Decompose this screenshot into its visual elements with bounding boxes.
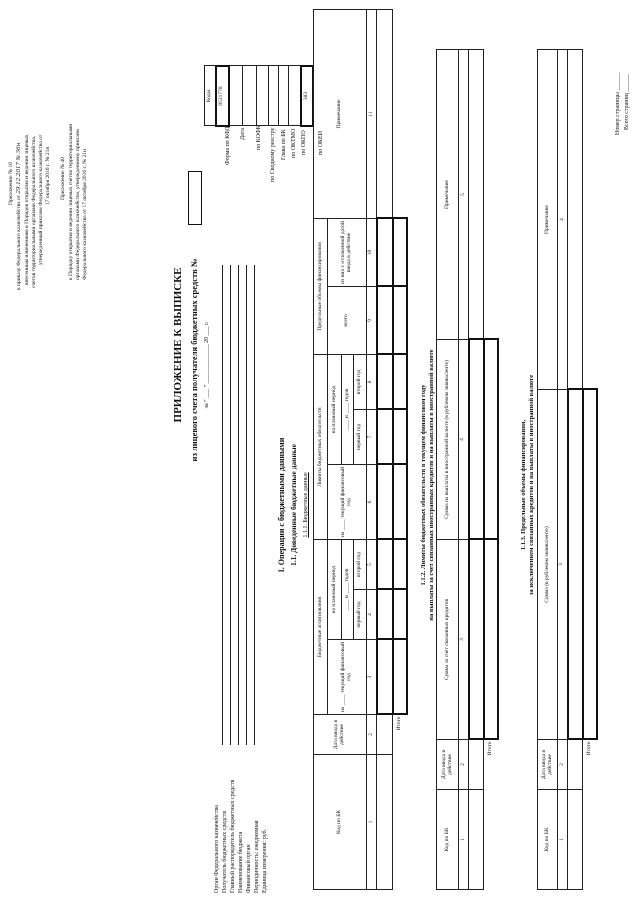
codes-oktmo-cell[interactable] xyxy=(279,66,289,126)
col-header-ba-first: первый год xyxy=(354,590,367,640)
col-number: 2 xyxy=(459,740,469,790)
col-header-kbk: Код по БК xyxy=(314,755,367,890)
col-header-lbo: Лимиты бюджетных обязательств xyxy=(314,354,328,539)
col-number: 8 xyxy=(367,354,377,409)
procedure-line-1: к Порядку открытия и ведения лицевых счетов территориальными xyxy=(68,123,74,280)
procedure-line-2: органами Федерального казначейства, утвержденному приказом xyxy=(75,129,81,280)
total-row xyxy=(583,50,597,890)
col-number: 5 xyxy=(367,540,377,590)
codes-okei-label: по ОКЕИ xyxy=(318,130,324,155)
order-line-4: утвержденный приказом Федерального казначейства от xyxy=(38,134,44,265)
col-number: 5 xyxy=(459,50,469,340)
codes-glava-label: Глава по БК xyxy=(281,129,287,160)
codes-okpo-cell[interactable] xyxy=(289,66,301,126)
account-number-box[interactable] xyxy=(188,171,202,225)
col-header-ba-plan: на плановый период xyxy=(328,540,342,640)
appendix-number: Приложение № 16 xyxy=(8,161,14,205)
field-line[interactable] xyxy=(238,265,239,745)
col-number: 4 xyxy=(459,340,469,540)
col-header-note: Примечание xyxy=(437,50,459,340)
col-number: 4 xyxy=(367,590,377,640)
page-number-label: Номер страницы ______ xyxy=(615,72,621,135)
col-number: 1 xyxy=(367,755,377,890)
total-row xyxy=(484,50,498,890)
handwritten-order-ref: 29.12.2017 № 36н xyxy=(16,142,22,194)
total-label: Итого xyxy=(395,716,402,731)
field-label: Главный распорядитель бюджетных средств xyxy=(230,779,236,893)
total-row xyxy=(393,9,407,889)
col-header-ba-current: на ____ текущий финансовый год xyxy=(328,640,367,715)
codes-form-value: 0531778 xyxy=(216,66,229,126)
col-header-date: Дата ввода в действие xyxy=(314,715,367,755)
codes-svod-cell[interactable] xyxy=(257,66,269,126)
codes-oktmo-label: по ОКТМО xyxy=(291,128,297,158)
field-label: Получатель бюджетных средств xyxy=(222,810,228,893)
field-label: Наименование бюджета xyxy=(238,831,244,893)
col-header-pof: Предельные объемы финансирования xyxy=(314,218,328,354)
col-header-kbk: Код по БК xyxy=(437,790,459,890)
col-header-kbk: Код по БК xyxy=(538,790,558,890)
financing-limits-table xyxy=(537,49,598,890)
col-number: 2 xyxy=(558,740,568,790)
col-number: 4 xyxy=(558,50,568,390)
col-header-lbo-first: первый год xyxy=(354,410,367,465)
pages-total-label: Всего страниц ______ xyxy=(624,73,630,130)
col-number: 3 xyxy=(459,540,469,740)
col-header-sum-credits: Сумма за счет связанных кредитов xyxy=(437,540,459,740)
codes-kofk-cell[interactable] xyxy=(243,66,257,126)
section-1-1-3-title: 1.1.3. Предельные объемы финансирования, xyxy=(520,419,527,551)
codes-form-label: Форма по КФД xyxy=(225,126,231,165)
field-label: Орган Федерального казначейства xyxy=(214,805,220,893)
codes-date-label: Дата xyxy=(240,128,246,140)
limits-table xyxy=(436,49,499,890)
col-number: 7 xyxy=(367,410,377,465)
order-line-3: счетов территориальными органами Федерального казначейства, xyxy=(31,135,37,288)
col-header-date: Дата ввода в действие xyxy=(437,740,459,790)
total-label: Итого xyxy=(486,741,493,756)
section-1-1-1-title: 1.1.1. Бюджетные данные xyxy=(303,472,309,538)
procedure-line-3: Федерального казначейства от 17 октября 2016 г. № 21н xyxy=(82,149,88,280)
field-line[interactable] xyxy=(230,265,231,745)
order-line-5: 17 октября 2016 г. № 21н xyxy=(45,146,51,205)
budget-data-table xyxy=(313,9,408,890)
col-header-ba: Бюджетные ассигнования xyxy=(314,540,328,715)
document-subtitle: из лицевого счета получателя бюджетных средств № xyxy=(189,258,199,462)
codes-okpo-label: по ОКПО xyxy=(301,130,307,155)
col-header-note: Примечание xyxy=(314,9,367,218)
col-header-lbo-current: на ____ текущий финансовый год xyxy=(328,465,367,540)
table-row[interactable] xyxy=(377,9,393,889)
col-number: 2 xyxy=(367,715,377,755)
field-label: Периодичность: ежедневная xyxy=(254,820,260,893)
section-1-1-3-subtitle: за исключением связанных кредитов и на выплаты в иностранной валюте xyxy=(528,374,535,596)
col-number: 1 xyxy=(459,790,469,890)
field-label: Единица измерения: руб. xyxy=(262,828,268,893)
order-line-1: к приказу Федерального казначейства от 29.12.2017 № 36н xyxy=(16,142,22,290)
appendix-40: Приложение № 40 xyxy=(60,156,66,200)
field-label: Финансовый орган xyxy=(246,844,252,893)
col-header-pof-total: всего xyxy=(328,286,367,354)
table-row[interactable] xyxy=(568,50,583,890)
section-1-title: I. Операции с бюджетными данными xyxy=(277,437,286,573)
codes-date-cell[interactable] xyxy=(229,66,243,126)
col-number: 1 xyxy=(558,790,568,890)
col-header-sum-currency: Сумма на выплаты в иностранной валюте (в рублевом эквиваленте) xyxy=(437,340,459,540)
codes-svod-label: по Сводному реестру xyxy=(270,127,276,182)
codes-table xyxy=(204,65,314,127)
col-header-lbo-plan: на плановый период xyxy=(328,354,342,464)
table-row[interactable] xyxy=(469,50,484,890)
col-number: 10 xyxy=(367,218,377,286)
col-header-sum: Сумма (в рублевом эквиваленте) xyxy=(538,390,558,740)
col-number: 11 xyxy=(367,9,377,218)
order-line-2: внесенным изменениям в Порядок открытия и ведения лицевых xyxy=(24,134,30,285)
col-header-lbo-second: второй год xyxy=(354,354,367,409)
section-1-1-2-title: 1.1.2. Лимиты бюджетных обязательств в текущем финансовом году xyxy=(420,384,427,586)
field-line[interactable] xyxy=(246,265,247,745)
col-header-note: Примечание xyxy=(538,50,558,390)
col-header-pof-deferred: из них с отложенной датой ввода в действие xyxy=(328,218,367,286)
section-1-1-2-subtitle: на выплаты за счет связанных иностранных кредитов и на выплаты в иностранной валюте xyxy=(428,349,435,621)
section-1-1-title: 1.1. Доведенные бюджетные данные xyxy=(289,444,298,566)
document-date-line: за " ___ " _____________ 20 ___ г. xyxy=(204,321,210,409)
col-number: 3 xyxy=(367,640,377,715)
col-header-lbo-years: ____ и ____ годов xyxy=(342,354,354,464)
codes-header: Коды xyxy=(205,66,216,126)
field-line[interactable] xyxy=(222,265,223,745)
total-label: Итого xyxy=(585,741,592,756)
col-number: 3 xyxy=(558,390,568,740)
col-number: 6 xyxy=(367,465,377,540)
document-title: ПРИЛОЖЕНИЕ К ВЫПИСКЕ xyxy=(172,267,184,423)
col-number: 9 xyxy=(367,286,377,354)
field-line[interactable] xyxy=(254,265,255,745)
codes-okei-value: 383 xyxy=(301,66,313,126)
col-header-date: Дата ввода в действие xyxy=(538,740,558,790)
codes-kofk-label: по КОФК xyxy=(256,125,262,150)
col-header-ba-years: ____ и ____ годов xyxy=(342,540,354,640)
codes-glava-cell[interactable] xyxy=(269,66,279,126)
col-header-ba-second: второй год xyxy=(354,540,367,590)
